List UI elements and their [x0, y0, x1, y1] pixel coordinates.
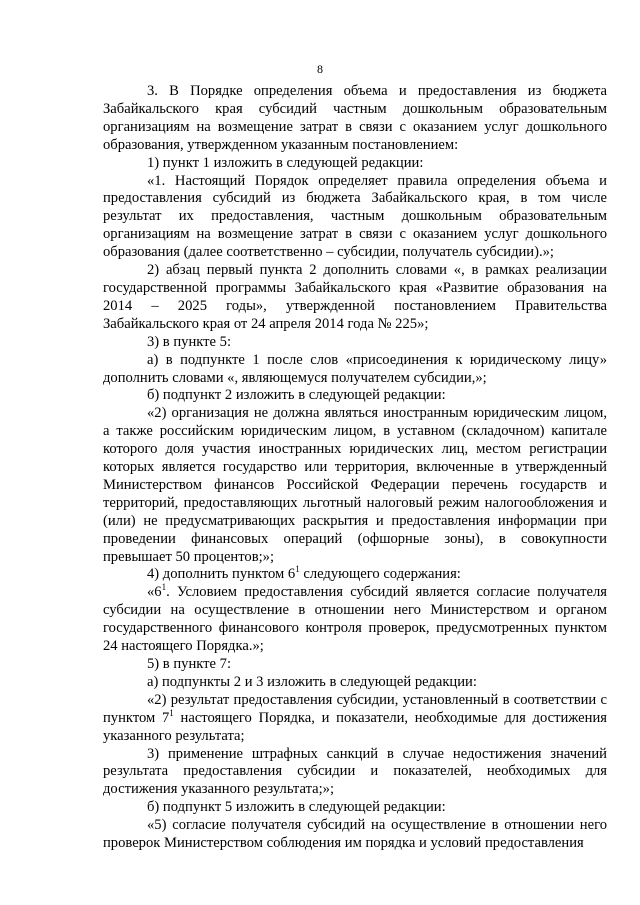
- paragraph: б) подпункт 5 изложить в следующей редакции:: [147, 799, 446, 816]
- paragraph: 3) применение штрафных санкций в случае недостижения значений результата предоставления субсидии и показателей, необходимых для достижения указанного результата;»;: [103, 745, 607, 798]
- superscript: 1: [295, 564, 300, 575]
- paragraph: а) в подпункте 1 после слов «присоединения к юридическому лицу» дополнить словами «, являющемуся получателем субсидии,»;: [103, 351, 607, 386]
- paragraph: «2) результат предоставления субсидии, установленный в соответствии с пунктом $7^1$ настоящего Порядка, и показатели, необходимые для достижения указанного результата;: [103, 691, 607, 744]
- paragraph: 1) пункт 1 изложить в следующей редакции:: [147, 154, 424, 171]
- paragraph: 3) в пункте 5:: [147, 333, 232, 350]
- paragraph: 3. В Порядке определения объема и предоставления из бюджета Забайкальского края субсидий частным дошкольным образовательным организациям на возмещение затрат в связи с оказанием услуг дошкольного образования, утвержденном указанным постановлением:: [103, 83, 607, 153]
- paragraph: «5) согласие получателя субсидий на осуществление в отношении него проверок Министерством соблюдения им порядка и условий предоставления: [103, 817, 607, 852]
- paragraph: «$6^1$. Условием предоставления субсидий является согласие получателя субсидии на осуществление в отношении него Министерством и органом государственного финансового контроля проверок, предусмотренных пунктом 24 настоящего Порядка.»;: [103, 582, 607, 655]
- paragraph: «2) организация не должна являться иностранным юридическим лицом, а также российским юридическим лицом, в уставном (складочном) капитале которого доля участия иностранных юридических лиц, местом регистрации которых является государство или территория, включенные в утвержденный Министерством финансов Российской Федерации перечень государств и территорий, предоставляющих льготный налоговый режим налогообложения и (или) не предусматривающих раскрытия и предоставления информации при проведении финансовых операций (офшорные зоны), в совокупности превышает 50 процентов;»;: [103, 405, 607, 565]
- paragraph: б) подпункт 2 изложить в следующей редакции:: [147, 387, 446, 404]
- document-body: [103, 83, 607, 853]
- superscript: 1: [169, 707, 174, 718]
- paragraph: 2) абзац первый пункта 2 дополнить словами «, в рамках реализации государственной программы Забайкальского края «Развитие образования на 2014 – 2025 годы», утвержденной постановлением Правительства Забайкальского края от 24 апреля 2014 года № 225»;: [103, 262, 607, 332]
- paragraph: «1. Настоящий Порядок определяет правила определения объема и предоставления субсидий из бюджета Забайкальского края, в том числе результат их предоставления, частным дошкольным образовательным организациям на возмещение затрат в связи с оказанием услуг дошкольного образования (далее соответственно – субсидии, получатель субсидии).»;: [103, 172, 607, 261]
- paragraph: а) подпункты 2 и 3 изложить в следующей редакции:: [147, 673, 477, 690]
- paragraph: 5) в пункте 7:: [147, 656, 232, 672]
- page-number: 8: [317, 62, 323, 76]
- superscript: 1: [161, 582, 167, 593]
- paragraph: 4) дополнить пунктом $6^1$ следующего содержания:: [147, 564, 461, 583]
